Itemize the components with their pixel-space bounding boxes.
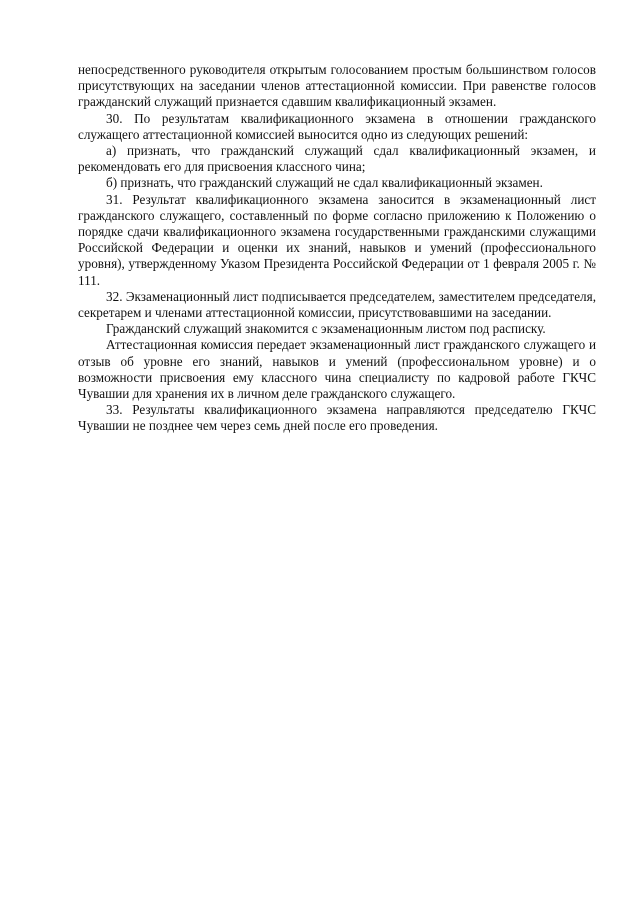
paragraph-item-31: 31. Результат квалификационного экзамена заносится в экзаменационный лист гражданского служащего, составленный по форме согласно приложению к Положению о порядке сдачи квалификационного экзамена государственными гражданскими служащими Российской Федерации и оценки их знаний, навыков и умений (профессионального уровня), утвержденному Указом Президента Российской Федерации от 1 февраля 2005 г. № 111. [78, 191, 596, 288]
paragraph-item-30b: б) признать, что гражданский служащий не сдал квалификационный экзамен. [106, 175, 543, 191]
paragraph-commission-transfer: Аттестационная комиссия передает экзаменационный лист гражданского служащего и отзыв об уровне его знаний, навыков и умений (профессиональном уровне) и о возможности присвоения ему классного чина специалисту по кадровой работе ГКЧС Чувашии для хранения их в личном деле гражданского служащего. [78, 337, 596, 402]
paragraph-item-30a: а) признать, что гражданский служащий сдал квалификационный экзамен, и рекомендовать его для присвоения классного чина; [78, 143, 596, 175]
document-page [78, 62, 596, 435]
paragraph-item-33: 33. Результаты квалификационного экзамена направляются председателю ГКЧС Чувашии не позднее чем через семь дней после его проведения. [78, 402, 596, 434]
paragraph-continuation: непосредственного руководителя открытым голосованием простым большинством голосов присутствующих на заседании членов аттестационной комиссии. При равенстве голосов гражданский служащий признается сдавшим квалификационный экзамен. [78, 62, 596, 110]
paragraph-receipt: Гражданский служащий знакомится с экзаменационным листом под расписку. [106, 321, 546, 337]
paragraph-item-32: 32. Экзаменационный лист подписывается председателем, заместителем председателя, секретарем и членами аттестационной комиссии, присутствовавшими на заседании. [78, 288, 596, 321]
paragraph-item-30: 30. По результатам квалификационного экзамена в отношении гражданского служащего аттестационной комиссией выносится одно из следующих решений: [78, 110, 596, 142]
